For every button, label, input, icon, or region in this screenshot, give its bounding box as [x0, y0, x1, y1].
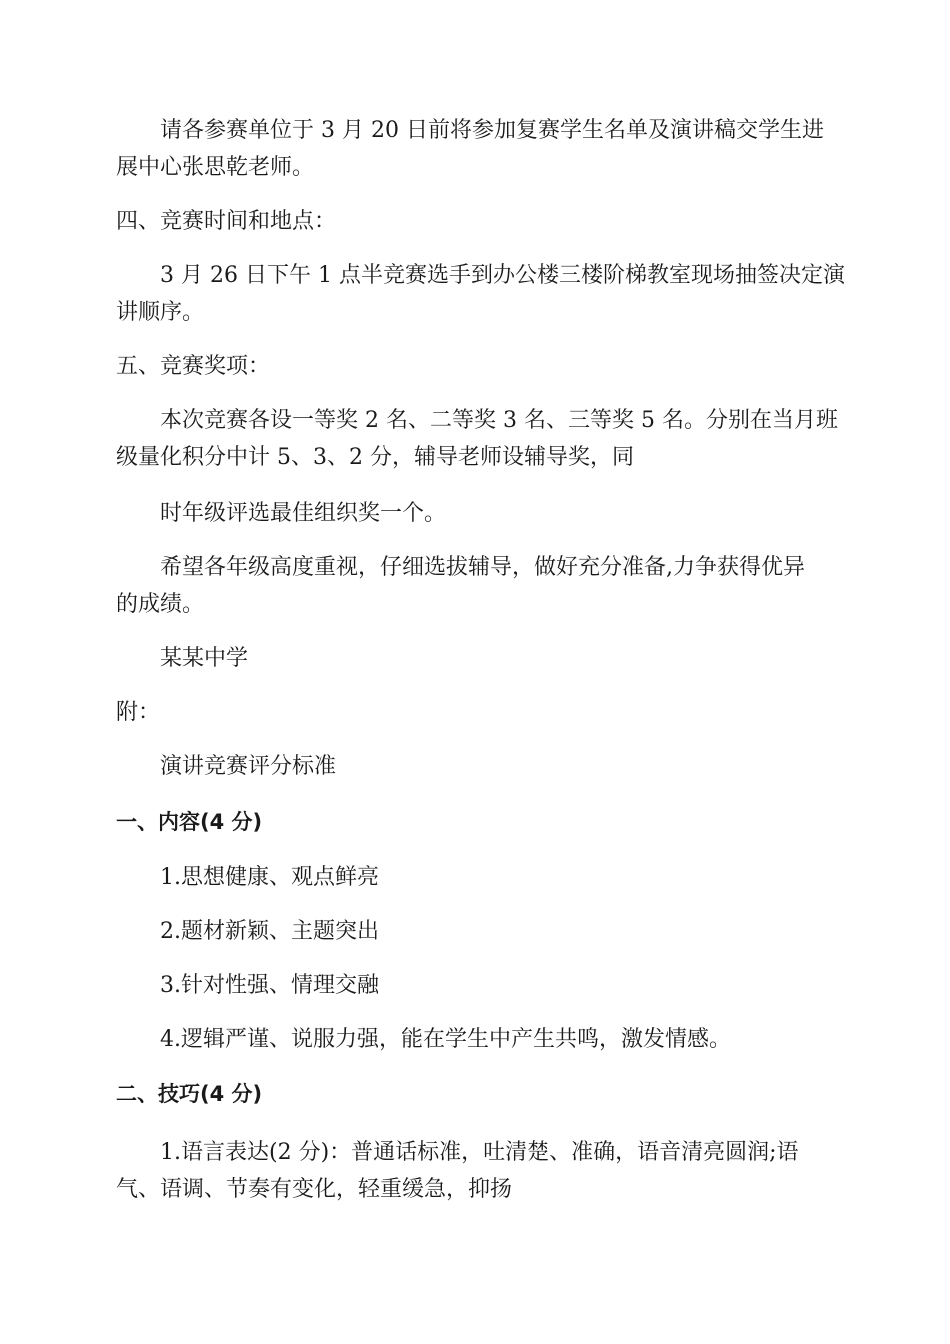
paragraph-hope-line1: 希望各年级高度重视，仔细选拔辅导，做好充分准备,力争获得优异	[160, 555, 805, 580]
paragraph-time-line2: 讲顺序。	[116, 300, 205, 325]
section-heading-technique: 二、技巧(4 分)	[116, 1082, 263, 1106]
paragraph-hope-line2: 的成绩。	[116, 592, 205, 617]
paragraph-awards-line1: 本次竞赛各设一等奖 2 名、二等奖 3 名、三等奖 5 名。分别在当月班	[160, 408, 838, 433]
heading-time-location: 四、竞赛时间和地点：	[116, 209, 337, 234]
rubric-title: 演讲竞赛评分标准	[160, 754, 337, 779]
paragraph-awards-line2: 级量化积分中计 5、3、2 分，辅导老师设辅导奖，同	[116, 445, 634, 470]
appendix-label: 附：	[116, 700, 161, 725]
signature-school: 某某中学	[160, 646, 249, 671]
list-item: 4.逻辑严谨、说服力强，能在学生中产生共鸣，激发情感。	[160, 1027, 731, 1052]
list-item: 2.题材新颖、主题突出	[160, 919, 379, 944]
paragraph-language-line2: 气、语调、节奏有变化，轻重缓急，抑扬	[116, 1177, 513, 1202]
heading-awards: 五、竞赛奖项：	[116, 354, 271, 379]
paragraph-time-line1: 3 月 26 日下午 1 点半竞赛选手到办公楼三楼阶梯教室现场抽签决定演	[160, 263, 845, 288]
paragraph-submission-line2: 展中心张思乾老师。	[116, 155, 315, 180]
list-item: 3.针对性强、情理交融	[160, 973, 379, 998]
list-item: 1.思想健康、观点鲜亮	[160, 865, 379, 890]
section-heading-content: 一、内容(4 分)	[116, 810, 263, 834]
paragraph-language-line1: 1.语言表达(2 分)：普通话标准，吐清楚、准确，语音清亮圆润;语	[160, 1140, 799, 1165]
paragraph-organization-award: 时年级评选最佳组织奖一个。	[160, 501, 447, 526]
paragraph-submission-line1: 请各参赛单位于 3 月 20 日前将参加复赛学生名单及演讲稿交学生进	[160, 118, 824, 143]
